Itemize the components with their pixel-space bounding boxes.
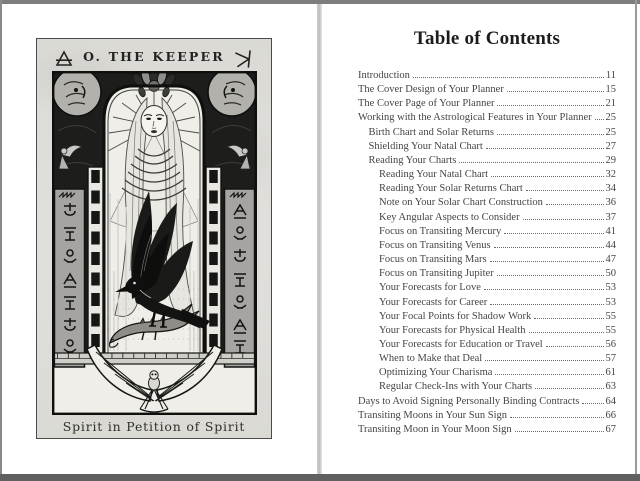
- toc-leader-dots: [485, 360, 603, 361]
- glyph-panel-left: [55, 189, 85, 367]
- toc-leader-dots: [523, 219, 604, 220]
- toc-entry-label: Your Forecasts for Education or Travel: [379, 338, 543, 350]
- toc-leader-dots: [504, 233, 603, 234]
- toc-entry-page: 66: [605, 409, 616, 421]
- toc-leader-dots: [526, 190, 604, 191]
- woman-face: [141, 106, 167, 137]
- ladder-column-left: [88, 167, 103, 357]
- toc-entry[interactable]: [358, 240, 616, 254]
- toc-leader-dots: [507, 91, 604, 92]
- toc-entry[interactable]: [358, 226, 616, 240]
- keeper-illustration: [52, 71, 257, 415]
- toc-leader-dots: [582, 403, 603, 404]
- toc-entry-label: Reading Your Charts: [368, 154, 457, 166]
- toc-entry-label: Birth Chart and Solar Returns: [368, 126, 494, 138]
- toc-entry[interactable]: [358, 282, 616, 296]
- toc-entry-label: Your Focal Points for Shadow Work: [379, 310, 532, 322]
- toc-entry-page: 50: [605, 268, 616, 280]
- toc-entry-page: 25: [605, 112, 616, 124]
- toc-entry-label: Shielding Your Natal Chart: [368, 140, 483, 152]
- toc-leader-dots: [484, 289, 604, 290]
- toc-leader-dots: [534, 318, 603, 319]
- glyph-panel-right: [225, 189, 255, 367]
- toc-entry[interactable]: [358, 353, 616, 367]
- toc-entry-page: 11: [605, 70, 616, 81]
- toc-entry-page: 63: [605, 381, 616, 393]
- toc-leader-dots: [546, 204, 604, 205]
- toc-entry-label: Transiting Moons in Your Sun Sign: [358, 409, 507, 421]
- toc-entry[interactable]: [358, 169, 616, 183]
- toc-entry-label: Focus on Transiting Mars: [379, 254, 487, 266]
- toc-entry-label: Reading Your Solar Returns Chart: [379, 183, 523, 195]
- toc-entry-label: Focus on Transiting Jupiter: [379, 268, 494, 280]
- card-caption: Spirit in Petition of Spirit: [62, 419, 246, 434]
- toc-leader-dots: [490, 304, 603, 305]
- toc-leader-dots: [491, 176, 603, 177]
- toc-entry[interactable]: [358, 424, 616, 438]
- toc-entry-label: The Cover Page of Your Planner: [358, 98, 495, 110]
- toc-leader-dots: [497, 105, 603, 106]
- toc-entry-label: Working with the Astrological Features in Your Planner: [358, 112, 592, 124]
- toc-entry[interactable]: [358, 311, 616, 325]
- ladder-column-right: [206, 167, 221, 357]
- toc-leader-dots: [529, 332, 604, 333]
- toc-entry-page: 15: [605, 84, 616, 96]
- toc-entry[interactable]: [358, 396, 616, 410]
- toc-entry-label: Focus on Transiting Mercury: [379, 225, 502, 237]
- toc-entry-label: Introduction: [358, 70, 410, 81]
- toc-leader-dots: [515, 431, 604, 432]
- toc-entry[interactable]: [358, 70, 616, 84]
- toc-entry-page: 67: [605, 423, 616, 435]
- toc-entry[interactable]: [358, 212, 616, 226]
- right-page: [322, 4, 635, 474]
- toc-entry[interactable]: [358, 141, 616, 155]
- viewer-frame-right: [635, 0, 637, 476]
- toc-leader-dots: [546, 346, 604, 347]
- toc-entry-label: Reading Your Natal Chart: [379, 169, 489, 181]
- toc-entry-page: 57: [605, 353, 616, 365]
- toc-entry[interactable]: [358, 367, 616, 381]
- toc-entry[interactable]: [358, 112, 616, 126]
- card-header: [37, 45, 271, 71]
- toc-entry-label: Optimizing Your Charisma: [379, 367, 493, 379]
- toc-leader-dots: [497, 134, 604, 135]
- toc-entry-label: When to Make that Deal: [379, 353, 483, 365]
- viewer-bottom-bar: [0, 474, 640, 481]
- toc-entry-page: 56: [605, 338, 616, 350]
- page-seam: [317, 4, 322, 474]
- toc-entry-label: Your Forecasts for Career: [379, 296, 488, 308]
- toc-entry-label: Days to Avoid Signing Personally Binding Contracts: [358, 395, 580, 407]
- rune-symbol-icon: [235, 50, 253, 68]
- tarot-card: [36, 38, 272, 439]
- toc-leader-dots: [486, 148, 604, 149]
- toc-leader-dots: [495, 374, 603, 375]
- toc-entry-page: 55: [605, 324, 616, 336]
- toc-entry[interactable]: [358, 155, 616, 169]
- toc-entry-label: Regular Check-Ins with Your Charts: [379, 381, 533, 393]
- toc-entry-page: 47: [605, 254, 616, 266]
- toc-entry-page: 41: [605, 225, 616, 237]
- toc-entry-label: Transiting Moon in Your Moon Sign: [358, 423, 512, 435]
- toc-entry-page: 34: [605, 183, 616, 195]
- toc-entry-page: 37: [605, 211, 616, 223]
- toc-entry-page: 44: [605, 239, 616, 251]
- corner-medallion-left: [53, 71, 101, 116]
- toc-entry-page: 29: [605, 154, 616, 166]
- toc-entry[interactable]: [358, 268, 616, 282]
- toc-entry[interactable]: [358, 381, 616, 395]
- card-title: O. THE KEEPER: [83, 49, 225, 64]
- toc-entry-label: Note on Your Solar Chart Construction: [379, 197, 543, 209]
- toc-leader-dots: [535, 388, 603, 389]
- toc-entry-page: 61: [605, 367, 616, 379]
- toc-entry[interactable]: [358, 98, 616, 112]
- toc-entry-page: 25: [605, 126, 616, 138]
- toc-entry-page: 27: [605, 140, 616, 152]
- toc-leader-dots: [595, 119, 604, 120]
- toc-entry[interactable]: [358, 183, 616, 197]
- toc-entry[interactable]: [358, 197, 616, 211]
- toc-leader-dots: [510, 417, 604, 418]
- toc-entry[interactable]: [358, 127, 616, 141]
- toc-entry-page: 53: [605, 282, 616, 294]
- toc-entry-label: Key Angular Aspects to Consider: [379, 211, 520, 223]
- toc-entry-label: The Cover Design of Your Planner: [358, 84, 504, 96]
- toc-entry[interactable]: [358, 325, 616, 339]
- toc-entry-label: Your Forecasts for Love: [379, 282, 481, 294]
- toc-title: Table of Contents: [413, 28, 561, 49]
- toc-entry-page: 32: [605, 169, 616, 181]
- toc-entry-page: 55: [605, 310, 616, 322]
- masonry-ledge: [55, 353, 255, 364]
- toc-entry[interactable]: [358, 339, 616, 353]
- toc-leader-dots: [497, 275, 604, 276]
- toc-leader-dots: [490, 261, 604, 262]
- toc-entry-label: Focus on Transiting Venus: [379, 239, 491, 251]
- toc-entry[interactable]: [358, 254, 616, 268]
- left-page: [2, 4, 317, 474]
- toc-leader-dots: [413, 77, 604, 78]
- toc-entry-page: 21: [605, 98, 616, 110]
- corner-medallion-right: [208, 71, 256, 116]
- toc-entry[interactable]: [358, 297, 616, 311]
- toc-entry-page: 53: [605, 296, 616, 308]
- toc-leader-dots: [494, 247, 604, 248]
- toc-entry-page: 64: [605, 395, 616, 407]
- toc-entry[interactable]: [358, 84, 616, 98]
- toc-entry[interactable]: [358, 410, 616, 424]
- toc-entry-page: 36: [605, 197, 616, 209]
- toc-list: [358, 70, 616, 438]
- toc-entry-label: Your Forecasts for Physical Health: [379, 324, 526, 336]
- toc-leader-dots: [459, 162, 603, 163]
